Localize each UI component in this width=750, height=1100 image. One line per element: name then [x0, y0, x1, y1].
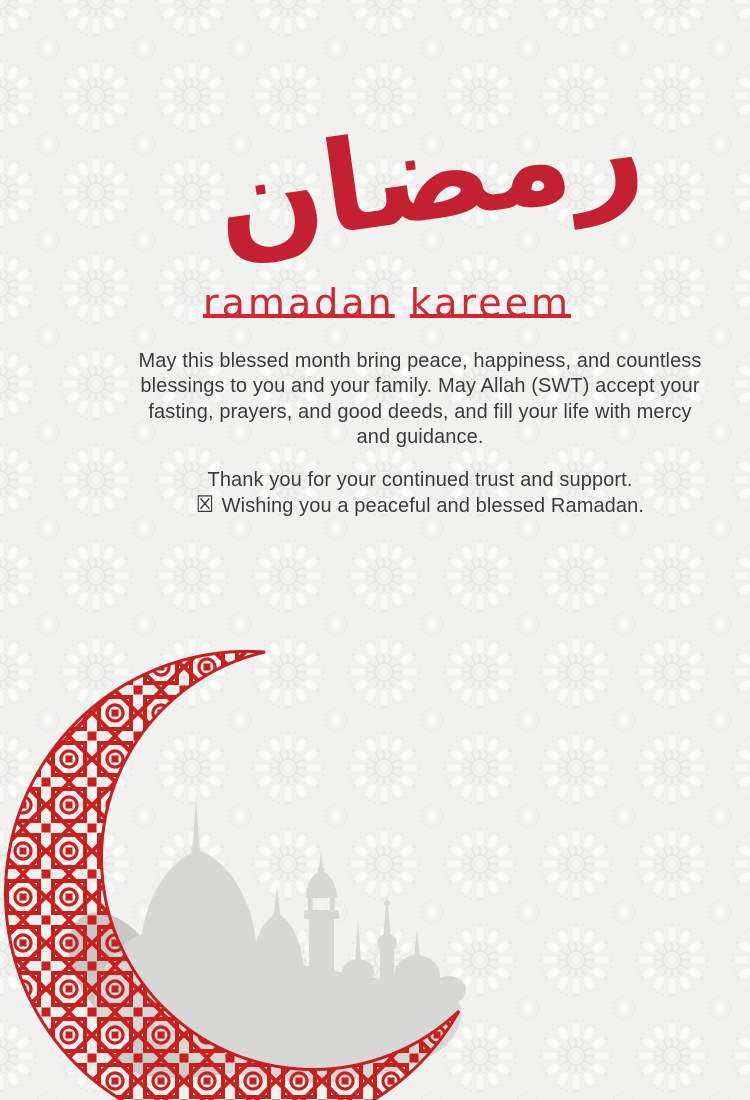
blessing-paragraph	[90, 349, 750, 451]
thanks-line-text: Wishing you a peaceful and blessed Ramadan.	[221, 495, 645, 518]
greeting-heading	[0, 281, 750, 325]
blessing-line: May this blessed month bring peace, happiness, and countless	[138, 350, 702, 372]
thanks-line: Thank you for your continued trust and support.	[207, 469, 633, 491]
missing-glyph-box: ☒	[195, 490, 214, 518]
blessing-line: and guidance.	[356, 426, 484, 449]
heading-word-ramadan: ramadan	[203, 281, 395, 325]
thanks-line-with-glyph	[90, 490, 750, 519]
arabic-calligraphy-ramadan: رمضان	[205, 72, 652, 279]
heading-word-kareem: kareem	[409, 281, 571, 325]
blessing-line: blessings to you and your family. May Allah (SWT) accept your	[140, 375, 700, 398]
blessing-line: fasting, prayers, and good deeds, and fill your life with mercy	[148, 400, 692, 423]
thanks-paragraph	[90, 468, 750, 520]
